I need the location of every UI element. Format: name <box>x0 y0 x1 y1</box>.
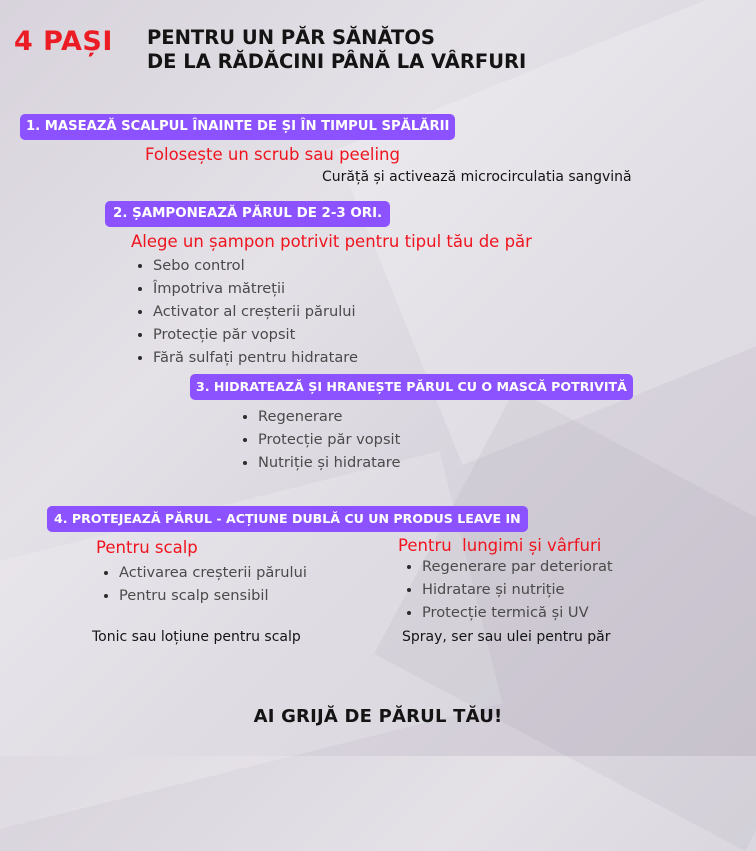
step-4-lengths-list <box>404 555 613 624</box>
step-2-heading: 2. ȘAMPONEAZĂ PĂRUL DE 2-3 ORI. <box>105 201 390 227</box>
step-2-list <box>135 254 358 369</box>
list-item: Regenerare par deteriorat <box>404 555 613 578</box>
step-4-lengths-note: Spray, ser sau ulei pentru păr <box>402 629 611 645</box>
step-4-heading: 4. PROTEJEAZĂ PĂRUL - ACȚIUNE DUBLĂ CU UN PRODUS LEAVE IN <box>47 506 528 532</box>
page-title <box>147 26 526 74</box>
step-4-scalp-list <box>101 561 307 607</box>
step-4-scalp-subtitle: Pentru scalp <box>96 538 198 557</box>
step-3-heading: 3. HIDRATEAZĂ ȘI HRANEȘTE PĂRUL CU O MASCĂ POTRIVITĂ <box>190 374 633 400</box>
list-item: Protecție termică și UV <box>404 601 613 624</box>
list-item: Hidratare și nutriție <box>404 578 613 601</box>
step-4-scalp-note: Tonic sau loțiune pentru scalp <box>92 629 301 645</box>
list-item: Pentru scalp sensibil <box>101 584 307 607</box>
list-item: Sebo control <box>135 254 358 277</box>
step-4-lengths-subtitle: Pentru lungimi și vârfuri <box>398 536 602 555</box>
step-1-heading: 1. MASEAZĂ SCALPUL ÎNAINTE DE ȘI ÎN TIMPUL SPĂLĂRII <box>20 114 455 140</box>
list-item: Împotriva mătreții <box>135 277 358 300</box>
title-line-1: PENTRU UN PĂR SĂNĂTOS <box>147 26 435 49</box>
list-item: Activator al creșterii părului <box>135 300 358 323</box>
title-line-2: DE LA RĂDĂCINI PÂNĂ LA VÂRFURI <box>147 50 527 73</box>
list-item: Activarea creșterii părului <box>101 561 307 584</box>
list-item: Fără sulfați pentru hidratare <box>135 346 358 369</box>
closing-tagline: AI GRIJĂ DE PĂRUL TĂU! <box>253 706 503 727</box>
step-2-subtitle: Alege un șampon potrivit pentru tipul tău de păr <box>131 232 532 251</box>
step-1-subtitle: Folosește un scrub sau peeling <box>145 145 400 164</box>
list-item: Protecție păr vopsit <box>240 428 400 451</box>
list-item: Protecție păr vopsit <box>135 323 358 346</box>
step-1-note: Curăță și activează microcirculatia sangvină <box>322 169 632 185</box>
step-3-list <box>240 405 400 474</box>
steps-count-heading: 4 PAȘI <box>14 26 113 57</box>
list-item: Nutriție și hidratare <box>240 451 400 474</box>
list-item: Regenerare <box>240 405 400 428</box>
